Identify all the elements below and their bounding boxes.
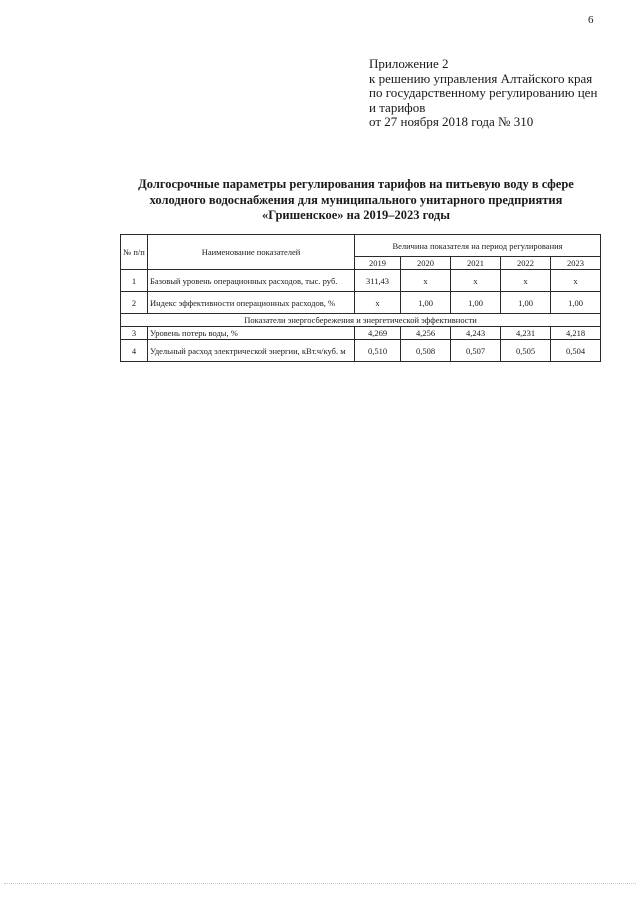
appendix-line: по государственному регулированию цен: [369, 85, 598, 100]
appendix-line: и тарифов: [369, 99, 426, 115]
table-row: [121, 327, 601, 340]
header-value-cell: Величина показателя на период регулирования: [355, 235, 601, 257]
row-name-cell: Уровень потерь воды, %: [148, 327, 355, 340]
title-line: Долгосрочные параметры регулирования тарифов на питьевую воду в сфере: [138, 177, 574, 191]
title-line: холодного водоснабжения для муниципального унитарного предприятия: [149, 192, 563, 207]
appendix-line: от 27 ноября 2018 года № 310: [369, 114, 534, 129]
value-cell: х: [355, 292, 401, 314]
row-num-cell: 4: [121, 340, 148, 362]
appendix-block: [369, 57, 631, 130]
year-cell: 2023: [551, 257, 601, 270]
row-num-cell: 1: [121, 270, 148, 292]
table-header-row: [121, 235, 601, 257]
value-cell: 4,231: [501, 327, 551, 340]
row-num-cell: 2: [121, 292, 148, 314]
appendix-line: к решению управления Алтайского края: [369, 70, 593, 86]
document-title: [100, 177, 612, 224]
value-cell: 4,218: [551, 327, 601, 340]
value-cell: х: [551, 270, 601, 292]
value-cell: 1,00: [451, 292, 501, 314]
value-cell: 0,508: [401, 340, 451, 362]
section-row: [121, 314, 601, 327]
value-cell: х: [451, 270, 501, 292]
value-cell: 0,510: [355, 340, 401, 362]
section-label-cell: Показатели энергосбережения и энергетической эффективности: [121, 314, 601, 327]
year-cell: 2022: [501, 257, 551, 270]
parameters-table: [120, 234, 601, 362]
page-bottom-divider: [4, 883, 636, 884]
value-cell: 0,507: [451, 340, 501, 362]
value-cell: 1,00: [401, 292, 451, 314]
value-cell: 311,43: [355, 270, 401, 292]
value-cell: 4,243: [451, 327, 501, 340]
row-name-cell: Индекс эффективности операционных расходов, %: [148, 292, 355, 314]
value-cell: 0,505: [501, 340, 551, 362]
row-name-cell: Базовый уровень операционных расходов, тыс. руб.: [148, 270, 355, 292]
row-name-cell: Удельный расход электрической энергии, кВт.ч/куб. м: [148, 340, 355, 362]
value-cell: 0,504: [551, 340, 601, 362]
page-number: 6: [588, 14, 594, 26]
header-name-cell: Наименование показателей: [148, 235, 355, 270]
appendix-line: Приложение 2: [369, 56, 449, 71]
value-cell: х: [501, 270, 551, 292]
value-cell: х: [401, 270, 451, 292]
year-cell: 2021: [451, 257, 501, 270]
year-cell: 2019: [355, 257, 401, 270]
header-num-cell: № п/п: [121, 235, 148, 270]
table-row: [121, 340, 601, 362]
title-line: «Гришенское» на 2019–2023 годы: [262, 208, 450, 222]
value-cell: 4,269: [355, 327, 401, 340]
table-row: [121, 292, 601, 314]
value-cell: 1,00: [501, 292, 551, 314]
row-num-cell: 3: [121, 327, 148, 340]
value-cell: 1,00: [551, 292, 601, 314]
year-cell: 2020: [401, 257, 451, 270]
table-row: [121, 270, 601, 292]
value-cell: 4,256: [401, 327, 451, 340]
